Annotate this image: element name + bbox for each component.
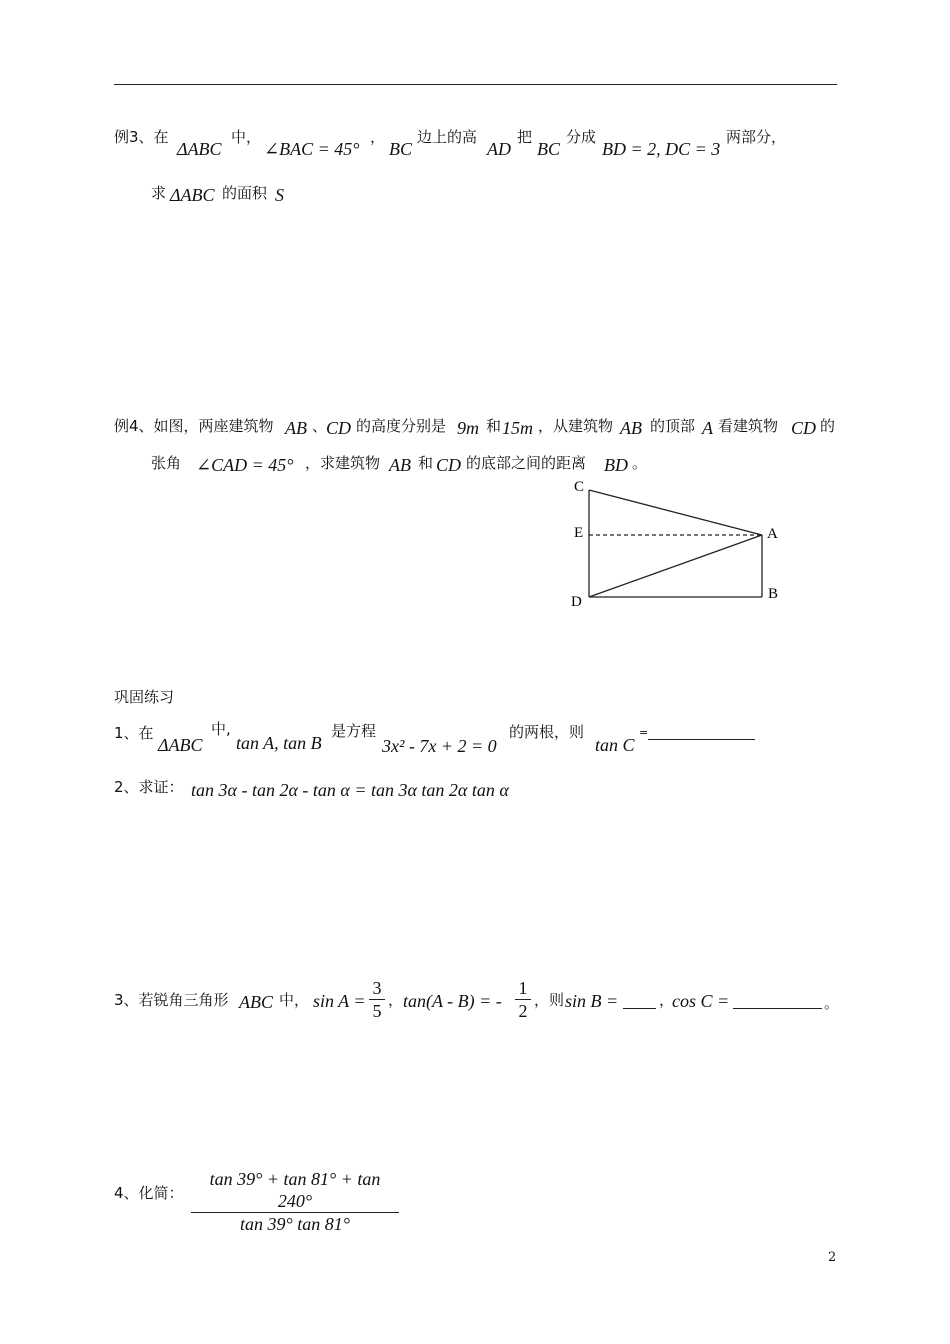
q3-text: ，则 xyxy=(534,991,565,1009)
ex4-line2-text: 张角 xyxy=(151,454,182,472)
q1-text: 中, xyxy=(211,720,231,738)
ex4-line2-text: 的底部之间的距离 xyxy=(466,454,587,472)
q2-expression: tan 3α - tan 2α - tan α = tan 3α tan 2α tan α xyxy=(191,780,509,800)
ex4-line2-angle: ∠CAD = 45° xyxy=(196,455,294,475)
ex3-values: BD = 2, DC = 3 xyxy=(602,139,721,159)
ex4-cd2: CD xyxy=(791,418,817,438)
ex3-text: 两部分， xyxy=(726,128,787,146)
q3-text: ， xyxy=(659,991,675,1009)
ex3-line2-s: S xyxy=(275,185,284,205)
ex4-line2-text: 和 xyxy=(418,454,434,472)
line-da xyxy=(589,535,762,597)
ex4-a: A xyxy=(702,418,713,438)
ex4-ab2: AB xyxy=(620,418,642,438)
ex4-text: ，从建筑物 xyxy=(538,417,614,435)
ex4-line2-bd: BD xyxy=(604,455,628,475)
q3-sin: sin A = xyxy=(313,991,366,1011)
q1-equation: 3x² - 7x + 2 = 0 xyxy=(382,736,497,756)
label-e: E xyxy=(574,525,584,541)
ex3-text: 中， xyxy=(231,128,262,146)
q1-text: 的两根，则 xyxy=(509,723,585,741)
ex4-text: 的 xyxy=(820,417,836,435)
ex4-line2-text: ，求建筑物 xyxy=(305,454,381,472)
ex3-ad: AD xyxy=(487,139,511,159)
ex4-text: 看建筑物 xyxy=(718,417,779,435)
q2-text: 2、求证： xyxy=(114,778,184,796)
q3-fraction-1-2: 1 2 xyxy=(515,977,531,1022)
q3-sinb: sin B = xyxy=(565,991,619,1011)
ex4-h1: 9m xyxy=(457,418,479,438)
ex3-bc: BC xyxy=(537,139,561,159)
q1-answer-blank[interactable] xyxy=(648,739,755,740)
practice-heading: 巩固练习 xyxy=(114,688,175,706)
ex3-bc: BC xyxy=(389,139,413,159)
page-number: 2 xyxy=(828,1250,837,1265)
q3-cosc: cos C = xyxy=(672,991,730,1011)
ex4-line2-cd: CD xyxy=(436,455,462,475)
ex3-line2-text: 求 xyxy=(151,184,167,202)
header-rule xyxy=(114,84,837,85)
label-d: D xyxy=(571,594,582,610)
q3-text: ， xyxy=(388,991,404,1009)
q3-fraction-3-5: 3 5 xyxy=(369,977,385,1022)
ex4-line2-ab: AB xyxy=(389,455,411,475)
ex3-text: 边上的高 xyxy=(417,128,478,146)
q3-tan: tan(A - B) = - xyxy=(403,991,502,1011)
ex3-line2-triangle: ΔABC xyxy=(170,185,215,205)
q3-cosc-blank[interactable] xyxy=(733,1008,822,1009)
ex3-angle: ∠BAC = 45° xyxy=(264,139,360,159)
line-ca xyxy=(589,490,762,535)
ex3-triangle: ΔABC xyxy=(177,139,222,159)
label-b: B xyxy=(768,586,779,602)
ex4-cd: CD xyxy=(326,418,352,438)
q3-text: 中， xyxy=(279,991,310,1009)
ex4-text: 和 xyxy=(486,417,502,435)
label-a: A xyxy=(767,526,778,542)
q1-triangle: ΔABC xyxy=(158,735,203,755)
q1-tanc: tan C xyxy=(595,735,635,755)
ex3-text: ， xyxy=(370,128,386,146)
q1-text: 是方程 xyxy=(331,722,377,740)
q3-text: 。 xyxy=(824,994,840,1012)
ex4-h2: 15m xyxy=(502,418,533,438)
building-figure xyxy=(560,472,800,617)
q3-text: 3、若锐角三角形 xyxy=(114,991,229,1009)
example-3-line-1: 例3、在 xyxy=(114,128,169,146)
q1-text: 1、在 xyxy=(114,724,154,742)
ex4-ab: AB xyxy=(285,418,307,438)
ex4-line2-text: 。 xyxy=(632,454,648,472)
q1-tan: tan A, tan B xyxy=(236,733,322,753)
ex4-text: 例4、如图，两座建筑物 xyxy=(114,417,274,435)
ex4-text: 的高度分别是 xyxy=(356,417,447,435)
q1-equals: = xyxy=(639,726,649,739)
ex4-text: 的顶部 xyxy=(650,417,696,435)
ex3-text: 分成 xyxy=(566,128,597,146)
q4-fraction: tan 39° + tan 81° + tan 240° tan 39° tan 81° xyxy=(191,1168,399,1235)
label-c: C xyxy=(574,479,585,495)
q3-sinb-blank[interactable] xyxy=(623,1008,656,1009)
ex4-text: 、 xyxy=(312,417,328,435)
ex3-line2-text: 的面积 xyxy=(222,184,268,202)
q4-text: 4、化简： xyxy=(114,1184,184,1202)
q3-abc: ABC xyxy=(239,992,273,1012)
ex3-text: 把 xyxy=(517,128,533,146)
